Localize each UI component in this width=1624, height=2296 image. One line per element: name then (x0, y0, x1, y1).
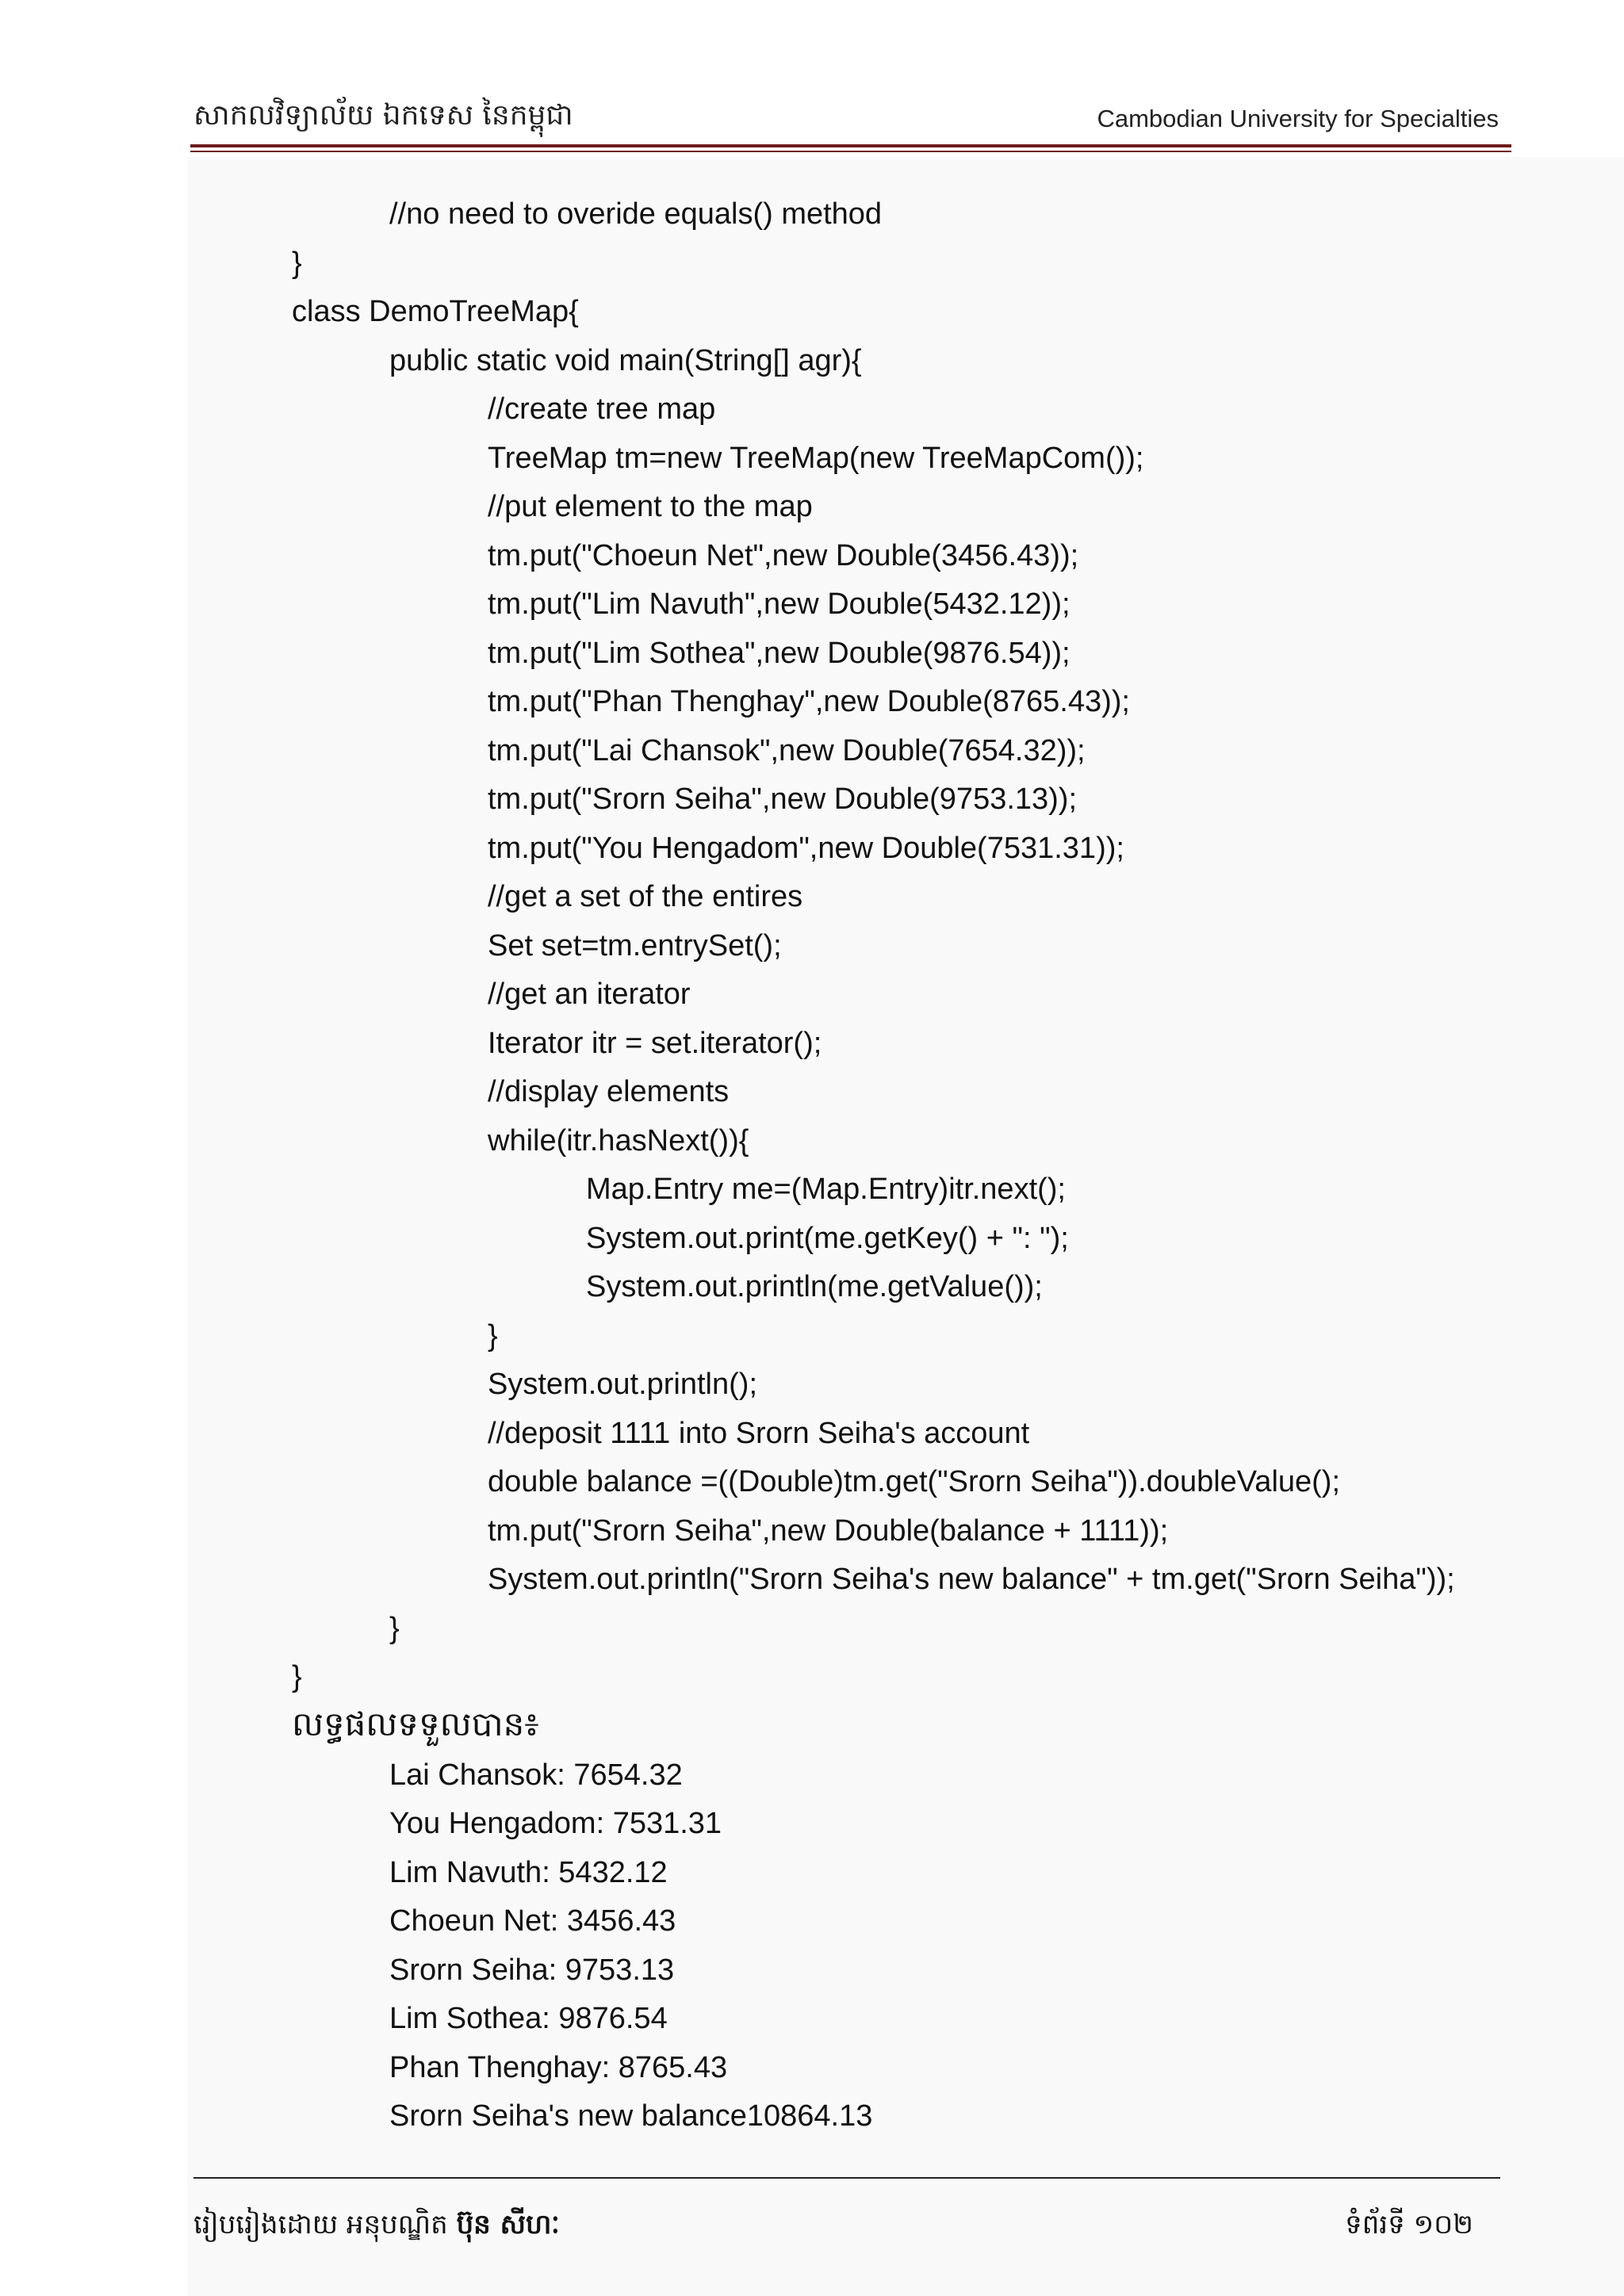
code-line: System.out.println("Srorn Seiha's new balance" + tm.get("Srorn Seiha")); (488, 1563, 1455, 1596)
code-line: tm.put("Lai Chansok",new Double(7654.32)); (488, 734, 1086, 767)
output-line: Srorn Seiha: 9753.13 (389, 1954, 675, 1987)
code-line: tm.put("Srorn Seiha",new Double(balance + 1111)); (488, 1514, 1169, 1548)
code-line: //deposit 1111 into Srorn Seiha's account (488, 1417, 1030, 1450)
page-number: ទំព័រទី ១០២ (1345, 2209, 1473, 2241)
code-line: //display elements (488, 1075, 730, 1108)
code-line: class DemoTreeMap{ (292, 295, 579, 328)
code-line: double balance =((Double)tm.get("Srorn Seiha")).doubleValue(); (488, 1465, 1341, 1498)
code-line: tm.put("Lim Navuth",new Double(5432.12)); (488, 587, 1071, 621)
code-line: public static void main(String[] agr){ (389, 344, 862, 377)
output-line: Lai Chansok: 7654.32 (389, 1758, 683, 1792)
code-line: //create tree map (488, 392, 716, 426)
output-line: Srorn Seiha's new balance10864.13 (389, 2099, 873, 2133)
footer-author: ប៊ុន សីហៈ (456, 2209, 560, 2241)
code-line: //put element to the map (488, 490, 813, 523)
code-line: TreeMap tm=new TreeMap(new TreeMapCom()); (488, 442, 1144, 475)
code-line: //no need to overide equals() method (389, 197, 883, 231)
code-line: } (488, 1319, 498, 1353)
code-line: System.out.println(); (488, 1368, 757, 1401)
code-line: tm.put("You Hengadom",new Double(7531.31)); (488, 832, 1124, 865)
code-line: } (389, 1612, 400, 1645)
code-line: } (292, 1660, 302, 1693)
code-line: tm.put("Srorn Seiha",new Double(9753.13)); (488, 783, 1078, 816)
code-line: tm.put("Lim Sothea",new Double(9876.54)); (488, 637, 1071, 670)
output-line: Lim Sothea: 9876.54 (389, 2002, 668, 2035)
code-line: //get an iterator (488, 978, 691, 1011)
footer-prefix: រៀបរៀងដោយ អនុបណ្ឌិត (193, 2209, 457, 2241)
header-university-khmer: សាកលវិទ្យាល័យ ឯកទេស នៃកម្ពុជា (193, 99, 573, 132)
header-rule-thin (190, 151, 1511, 152)
header-university-english: Cambodian University for Specialties (1097, 105, 1499, 132)
code-line: System.out.println(me.getValue()); (586, 1270, 1043, 1303)
code-line: Map.Entry me=(Map.Entry)itr.next(); (586, 1173, 1066, 1206)
footer-author-line (193, 2207, 560, 2247)
code-line: System.out.print(me.getKey() + ": "); (586, 1222, 1069, 1255)
output-line: You Hengadom: 7531.31 (389, 1807, 722, 1840)
code-line: tm.put("Phan Thenghay",new Double(8765.43)); (488, 685, 1130, 718)
header-rule (190, 144, 1511, 147)
code-line: Iterator itr = set.iterator(); (488, 1027, 822, 1060)
code-line: Set set=tm.entrySet(); (488, 929, 782, 962)
footer-rule (193, 2177, 1500, 2179)
output-line: Phan Thenghay: 8765.43 (389, 2051, 728, 2084)
code-line: //get a set of the entires (488, 880, 803, 913)
result-heading: លទ្ធផលទទួលបាន៖ (292, 1705, 539, 1743)
output-line: Choeun Net: 3456.43 (389, 1904, 676, 1938)
code-line: } (292, 247, 302, 280)
output-line: Lim Navuth: 5432.12 (389, 1856, 668, 1889)
code-line: tm.put("Choeun Net",new Double(3456.43)); (488, 539, 1079, 572)
code-line: while(itr.hasNext()){ (488, 1124, 749, 1158)
